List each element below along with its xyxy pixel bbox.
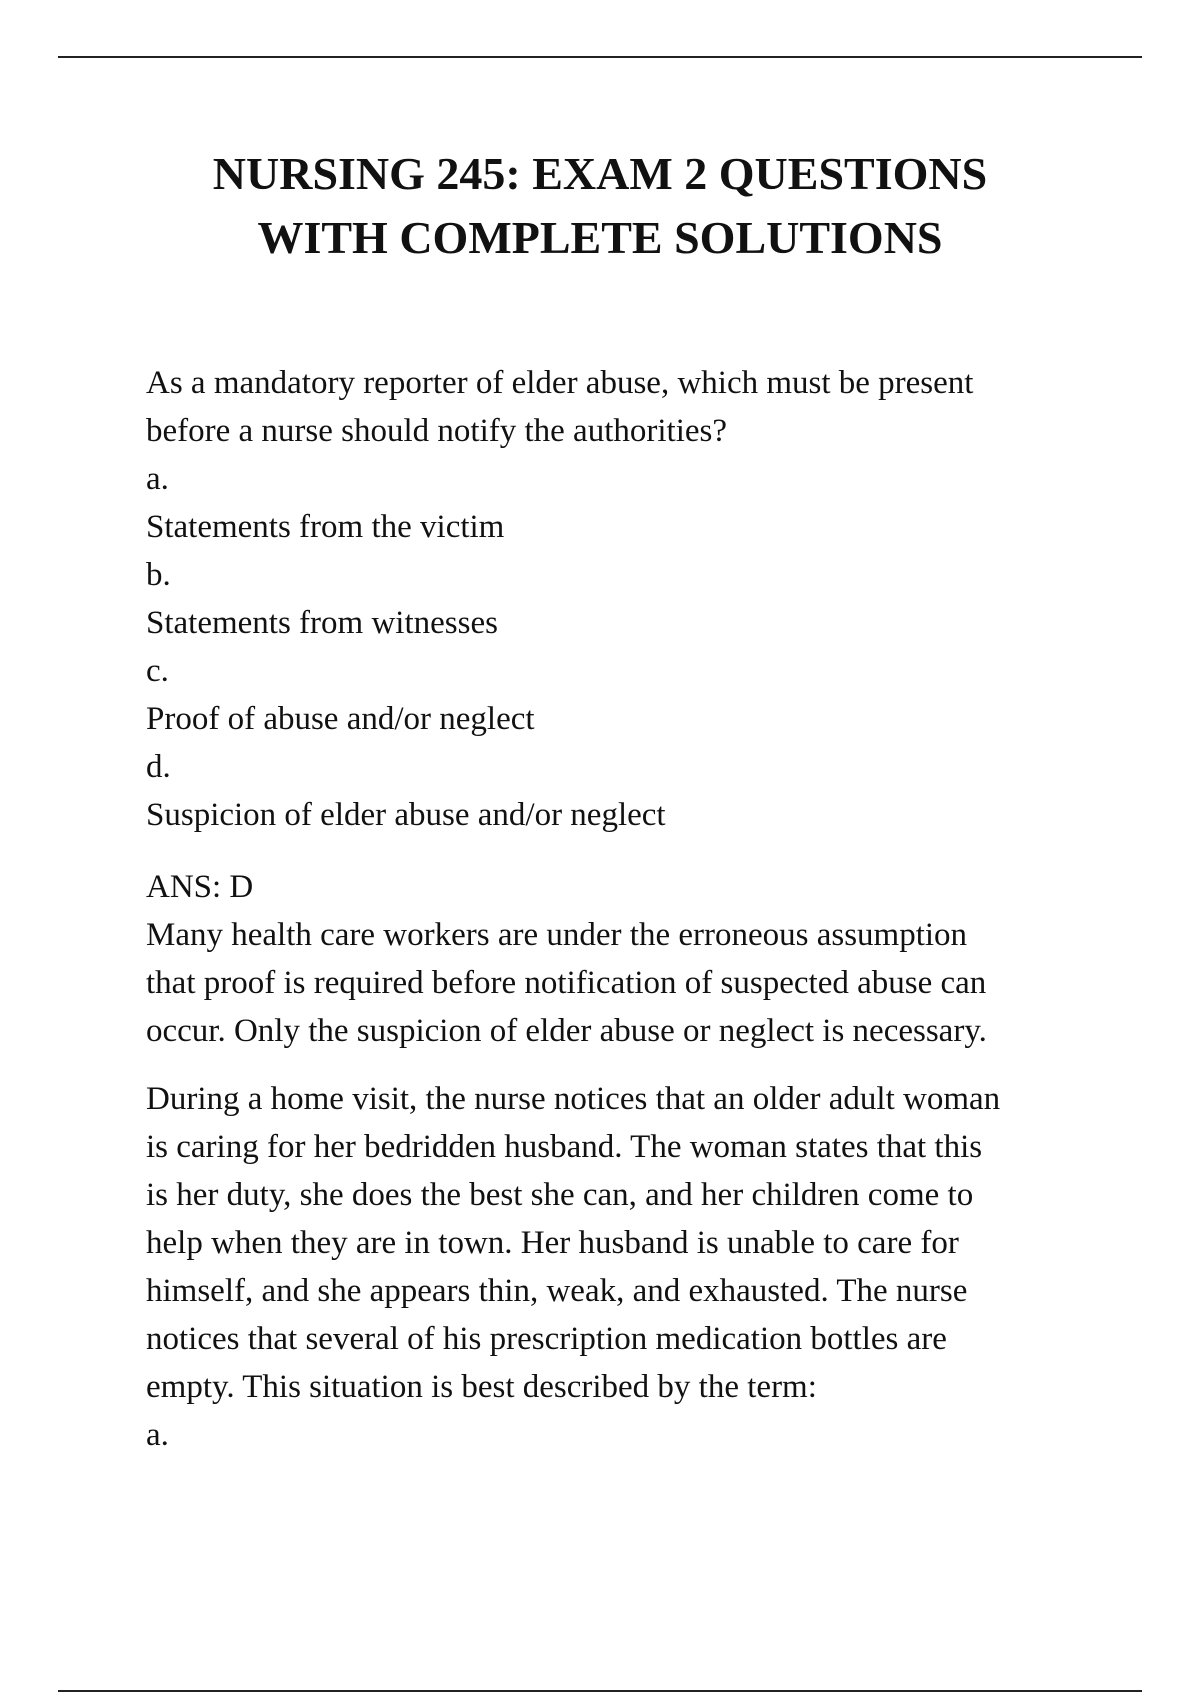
rationale-line: occur. Only the suspicion of elder abuse or neglect is necessary. bbox=[146, 1013, 987, 1049]
question-2-stem-line: notices that several of his prescription medication bottles are bbox=[146, 1321, 947, 1357]
option-b-letter: b. bbox=[146, 557, 171, 593]
bottom-rule bbox=[58, 1690, 1142, 1692]
title-line-2: WITH COMPLETE SOLUTIONS bbox=[257, 212, 943, 263]
option-a-letter: a. bbox=[146, 461, 169, 497]
question-2-stem-line: is her duty, she does the best she can, and her children come to bbox=[146, 1177, 974, 1213]
option-b-text: Statements from witnesses bbox=[146, 605, 498, 641]
question-2-stem-line: help when they are in town. Her husband is unable to care for bbox=[146, 1225, 959, 1261]
question-1-stem-line: As a mandatory reporter of elder abuse, which must be present bbox=[146, 365, 974, 401]
question-2-stem-line: empty. This situation is best described by the term: bbox=[146, 1369, 817, 1405]
document-body bbox=[146, 359, 1096, 1459]
answer-key: ANS: D bbox=[146, 869, 254, 905]
title-line-1: NURSING 245: EXAM 2 QUESTIONS bbox=[212, 148, 988, 199]
top-rule bbox=[58, 56, 1142, 58]
rationale-line: Many health care workers are under the erroneous assumption bbox=[146, 917, 968, 953]
question-2 bbox=[146, 1075, 1096, 1459]
option-d-text: Suspicion of elder abuse and/or neglect bbox=[146, 797, 666, 833]
option-a-text: Statements from the victim bbox=[146, 509, 505, 545]
option-d-letter: d. bbox=[146, 749, 171, 785]
question-1 bbox=[146, 359, 1096, 1055]
page-title bbox=[0, 142, 1200, 270]
question-2-option-a-letter: a. bbox=[146, 1417, 169, 1453]
question-1-stem-line: before a nurse should notify the authorities? bbox=[146, 413, 727, 449]
rationale-line: that proof is required before notification of suspected abuse can bbox=[146, 965, 987, 1001]
option-c-text: Proof of abuse and/or neglect bbox=[146, 701, 535, 737]
question-2-stem-line: is caring for her bedridden husband. The woman states that this bbox=[146, 1129, 983, 1165]
option-c-letter: c. bbox=[146, 653, 169, 689]
question-2-stem-line: During a home visit, the nurse notices that an older adult woman bbox=[146, 1081, 1001, 1117]
question-2-stem-line: himself, and she appears thin, weak, and exhausted. The nurse bbox=[146, 1273, 968, 1309]
